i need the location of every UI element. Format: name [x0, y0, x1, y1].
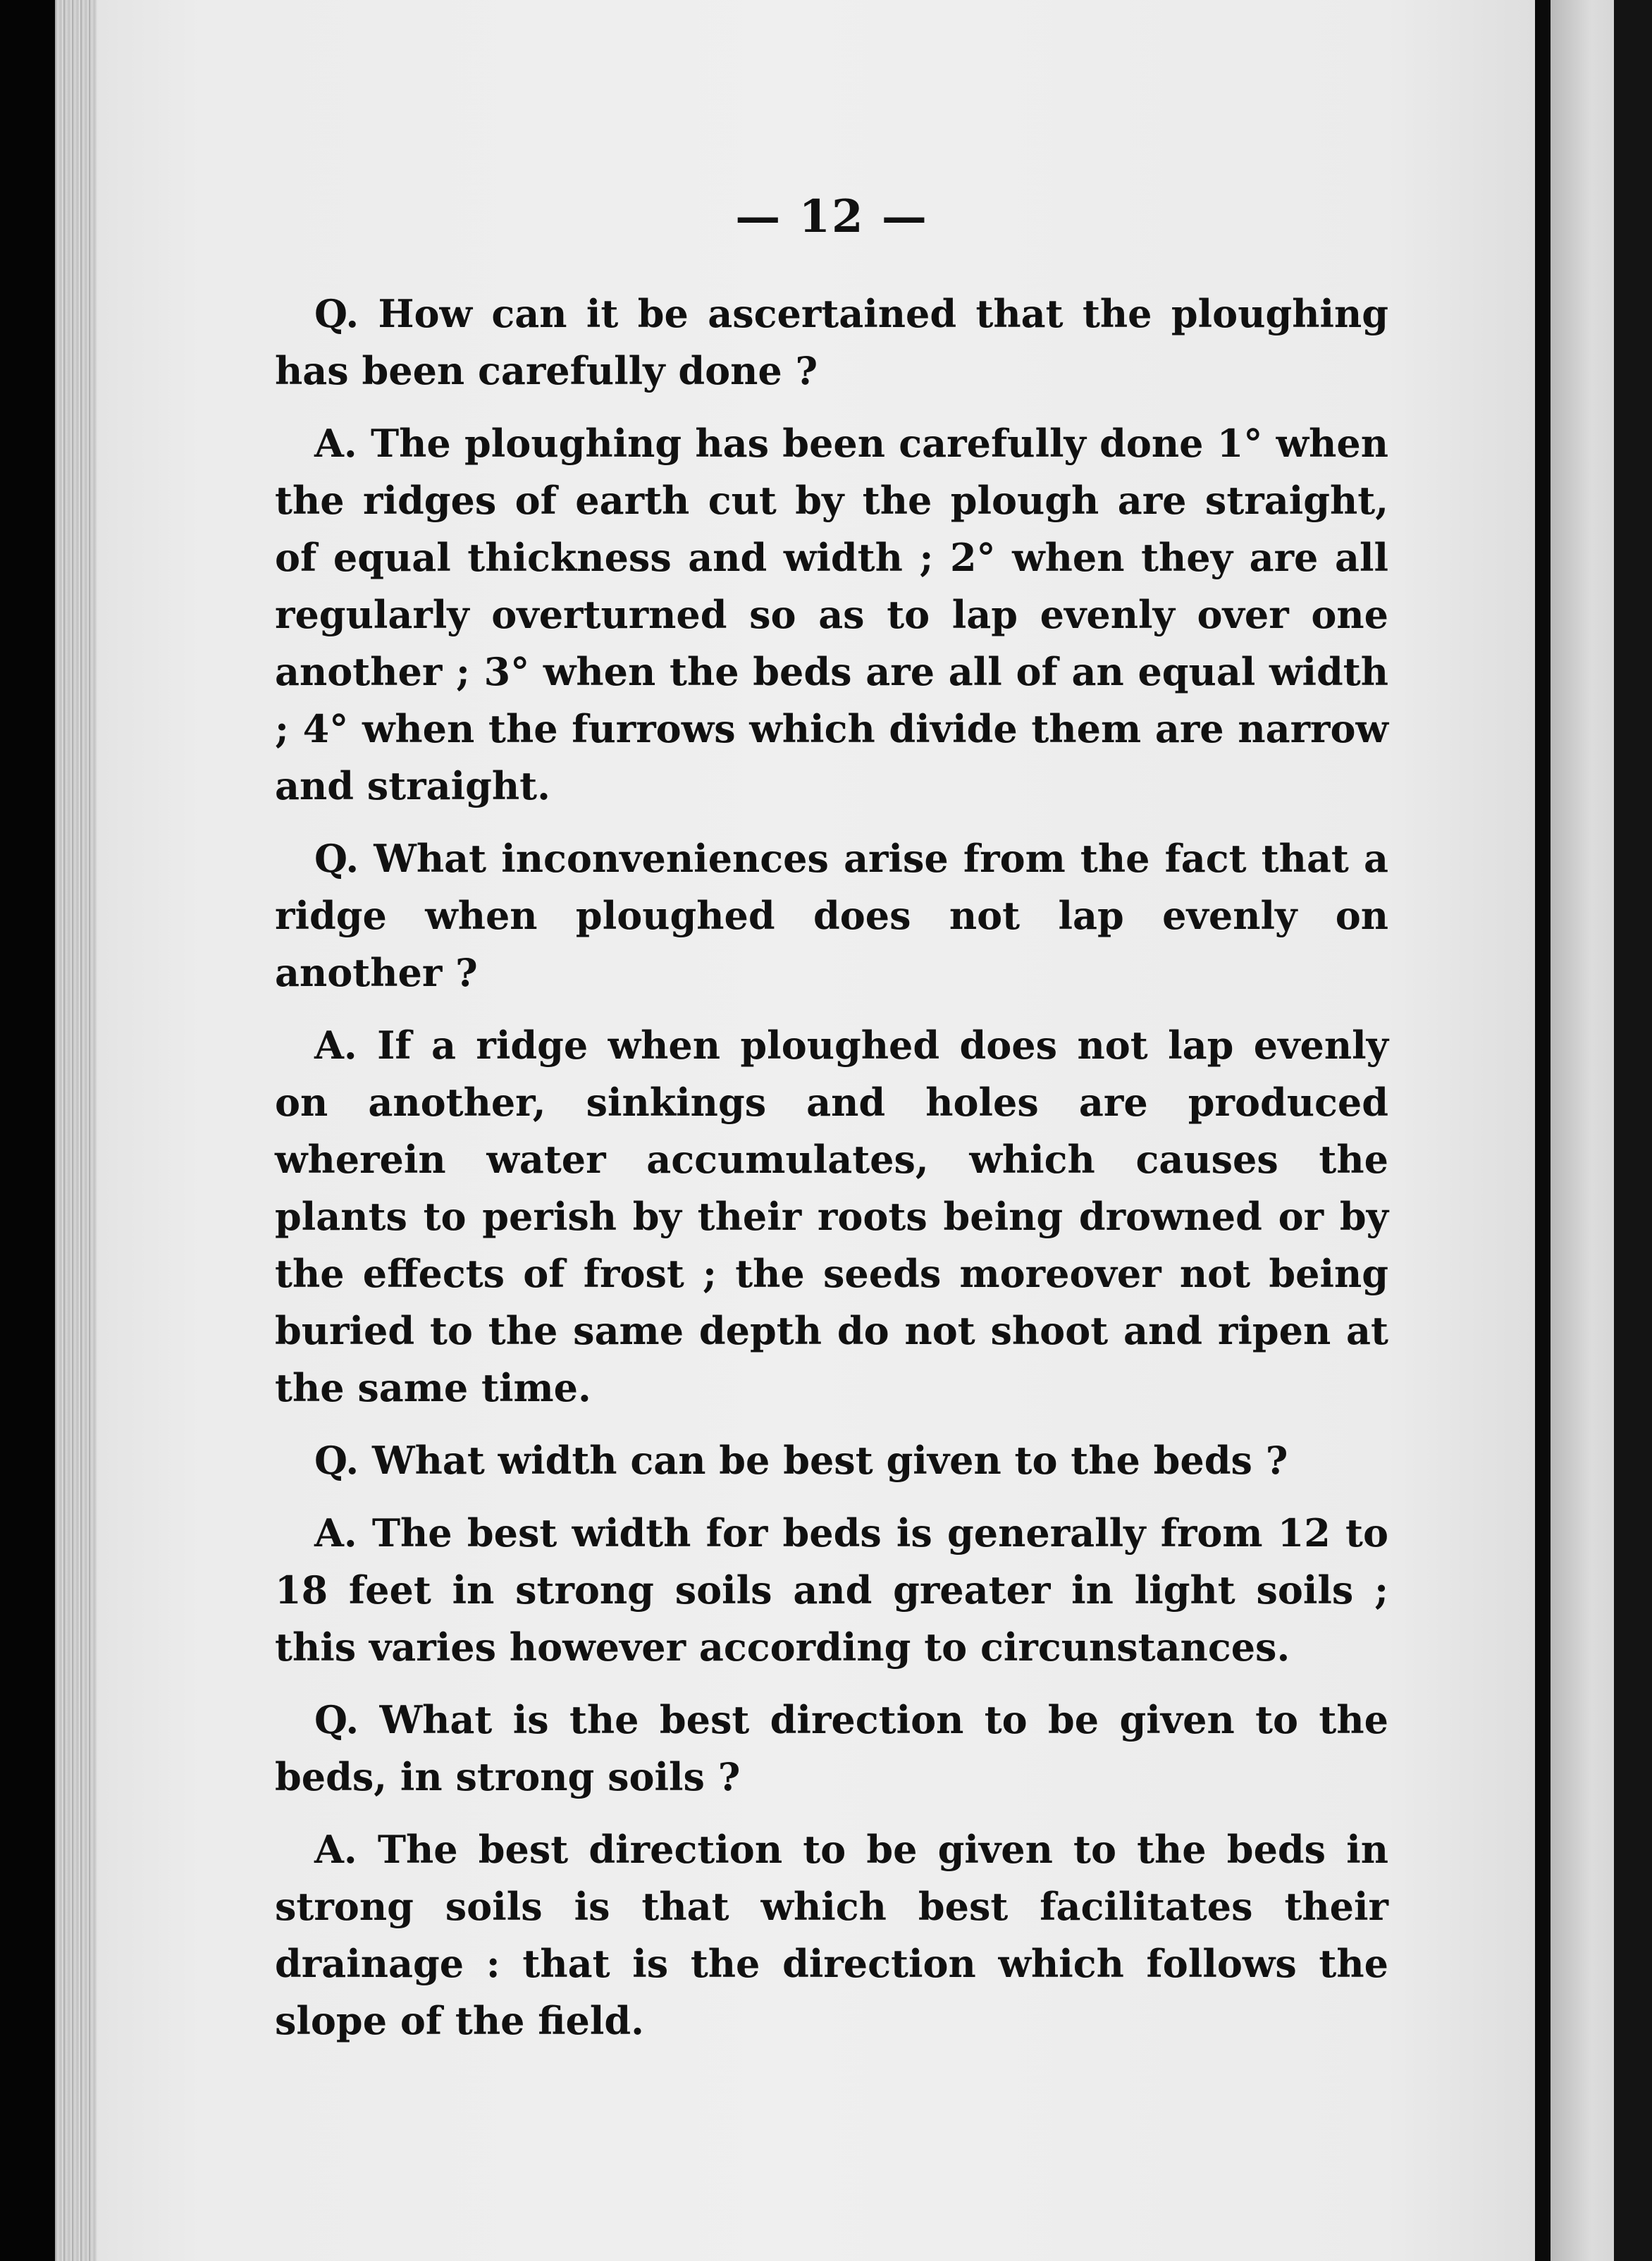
- question-paragraph: Q. What inconveniences arise from the fact that a ridge when ploughed does not lap evenly on another ?: [275, 836, 1388, 995]
- question-paragraph: Q. What is the best direction to be given to the beds, in strong soils ?: [275, 1697, 1388, 1799]
- adjacent-page-shadow: [1614, 0, 1652, 2261]
- answer-paragraph: A. The best width for beds is generally from 12 to 18 feet in strong soils and greater in light soils ; this varies however according to circunstances.: [275, 1510, 1388, 1670]
- page-content: [275, 190, 1388, 2065]
- page-edge-stack: [55, 0, 97, 2261]
- question-paragraph: Q. What width can be best given to the beds ?: [314, 1438, 1288, 1483]
- answer-paragraph: A. The ploughing has been carefully done 1° when the ridges of earth cut by the plough are straight, of equal thickness and width ; 2° when they are all regularly overturned so as to lap evenly over one another ; 3° when the beds are all of an equal width ; 4° when the furrows which divide them are narrow and straight.: [275, 421, 1388, 808]
- answer-paragraph: A. If a ridge when ploughed does not lap evenly on another, sinkings and holes are produced wherein water accumulates, which causes the plants to perish by their roots being drowned or by the effects of frost ; the seeds moreover not being buried to the same depth do not shoot and ripen at the same time.: [275, 1023, 1388, 1410]
- book-spine-shadow: [1535, 0, 1551, 2261]
- answer-paragraph: A. The best direction to be given to the beds in strong soils is that which best facilitates their drainage : that is the direction which follows the slope of the field.: [275, 1827, 1388, 2043]
- question-paragraph: Q. How can it be ascertained that the ploughing has been carefully done ?: [275, 291, 1388, 393]
- page-number: — 12 —: [735, 190, 928, 243]
